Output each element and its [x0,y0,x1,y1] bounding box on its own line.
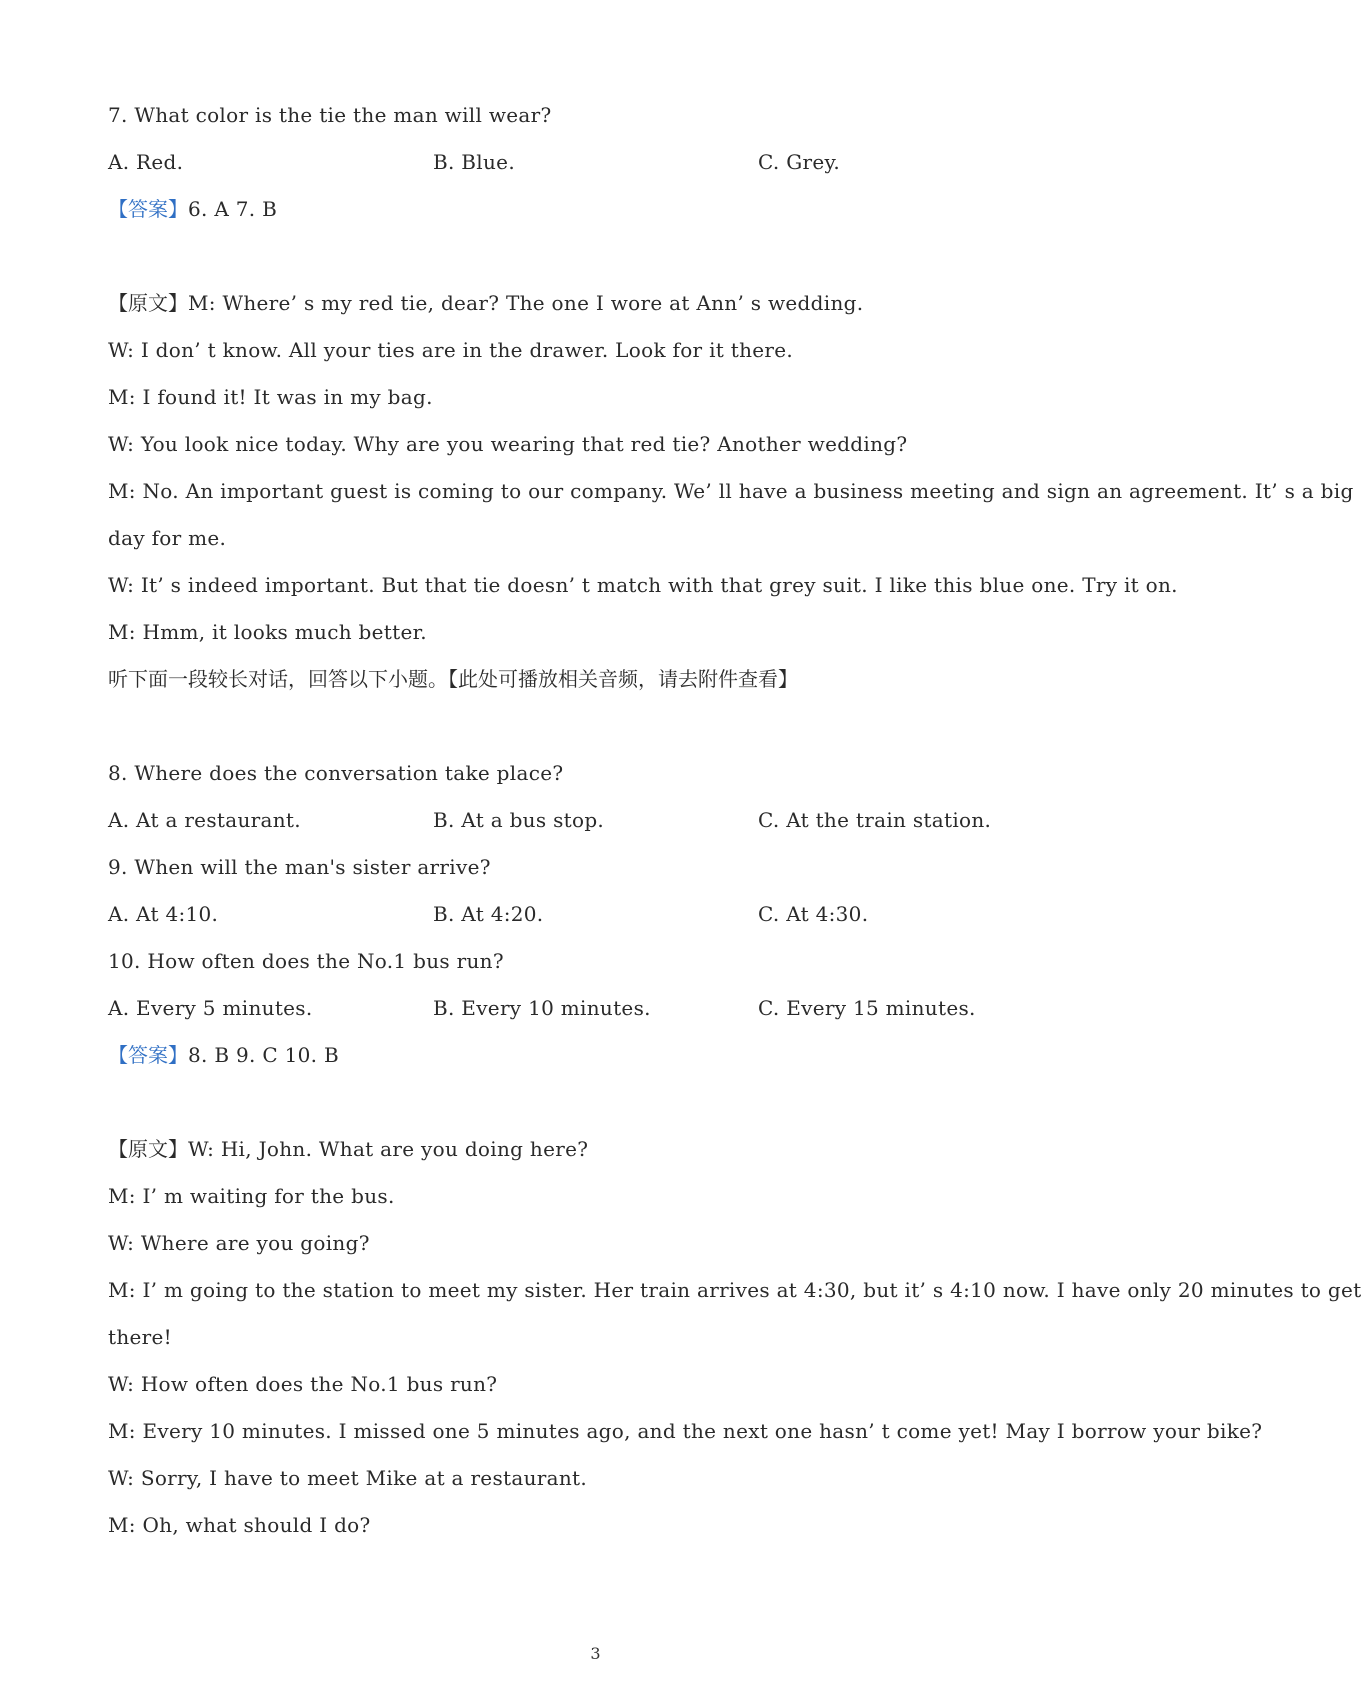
option-b: B. At 4:20. [433,902,544,926]
answer-line-1 [108,186,1191,233]
option-b: B. Blue. [433,150,515,174]
spacer [108,233,1191,280]
transcript-text: M: Where’ s my red tie, dear? The one I wore at Ann’ s wedding. [188,291,864,315]
transcript-label: 【原文】 [108,291,188,315]
answer-label: 【答案】 [108,197,188,221]
transcript-label: 【原文】 [108,1137,188,1161]
answer-label: 【答案】 [108,1043,188,1067]
question-8: 8. Where does the conversation take place? [108,761,564,785]
transcript-2-line-5: there! [108,1325,172,1349]
transcript-text: W: Hi, John. What are you doing here? [188,1137,589,1161]
question-7-options [108,139,1191,186]
option-a: A. At a restaurant. [108,808,301,832]
question-9: 9. When will the man's sister arrive? [108,855,491,879]
question-9-options [108,891,1191,938]
transcript-2-line-2: M: I’ m waiting for the bus. [108,1184,395,1208]
question-10: 10. How often does the No.1 bus run? [108,949,504,973]
spacer [108,703,1191,750]
transcript-2-line-3: W: Where are you going? [108,1231,370,1255]
option-c: C. Every 15 minutes. [758,996,976,1020]
question-7: 7. What color is the tie the man will wear? [108,103,552,127]
transcript-2-line-4: M: I’ m going to the station to meet my sister. Her train arrives at 4:30, but it’ s 4:10 now. I have only 20 minutes to get [108,1278,1362,1302]
transcript-1-line-6: day for me. [108,526,227,550]
option-c: C. At the train station. [758,808,992,832]
transcript-1-line-3: M: I found it! It was in my bag. [108,385,433,409]
answer-line-2 [108,1032,1191,1079]
transcript-1-line-4: W: You look nice today. Why are you wearing that red tie? Another wedding? [108,432,908,456]
transcript-1-line-5: M: No. An important guest is coming to our company. We’ ll have a business meeting and sign an agreement. It’ s a big [108,479,1354,503]
answer-text: 8. B 9. C 10. B [188,1043,339,1067]
document-page [108,92,1362,1549]
spacer [108,1079,1191,1126]
page-number: 3 [590,1644,601,1663]
question-8-options [108,797,1191,844]
answer-text: 6. A 7. B [188,197,278,221]
transcript-2-line-8: W: Sorry, I have to meet Mike at a restaurant. [108,1466,588,1490]
transcript-1-line-1 [108,280,1191,327]
option-b: B. At a bus stop. [433,808,605,832]
option-a: A. At 4:10. [108,902,219,926]
option-a: A. Every 5 minutes. [108,996,313,1020]
option-c: C. Grey. [758,150,841,174]
question-10-options [108,985,1191,1032]
listening-instruction: 听下面一段较长对话，回答以下小题。【此处可播放相关音频，请去附件查看】 [108,667,798,691]
transcript-2-line-9: M: Oh, what should I do? [108,1513,371,1537]
option-a: A. Red. [108,150,184,174]
transcript-2-line-7: M: Every 10 minutes. I missed one 5 minutes ago, and the next one hasn’ t come yet! May I borrow your bike? [108,1419,1263,1443]
option-b: B. Every 10 minutes. [433,996,651,1020]
transcript-2-line-1 [108,1126,1191,1173]
transcript-1-line-7: W: It’ s indeed important. But that tie doesn’ t match with that grey suit. I like this blue one. Try it on. [108,573,1178,597]
transcript-1-line-8: M: Hmm, it looks much better. [108,620,427,644]
transcript-1-line-2: W: I don’ t know. All your ties are in the drawer. Look for it there. [108,338,794,362]
option-c: C. At 4:30. [758,902,869,926]
transcript-2-line-6: W: How often does the No.1 bus run? [108,1372,498,1396]
